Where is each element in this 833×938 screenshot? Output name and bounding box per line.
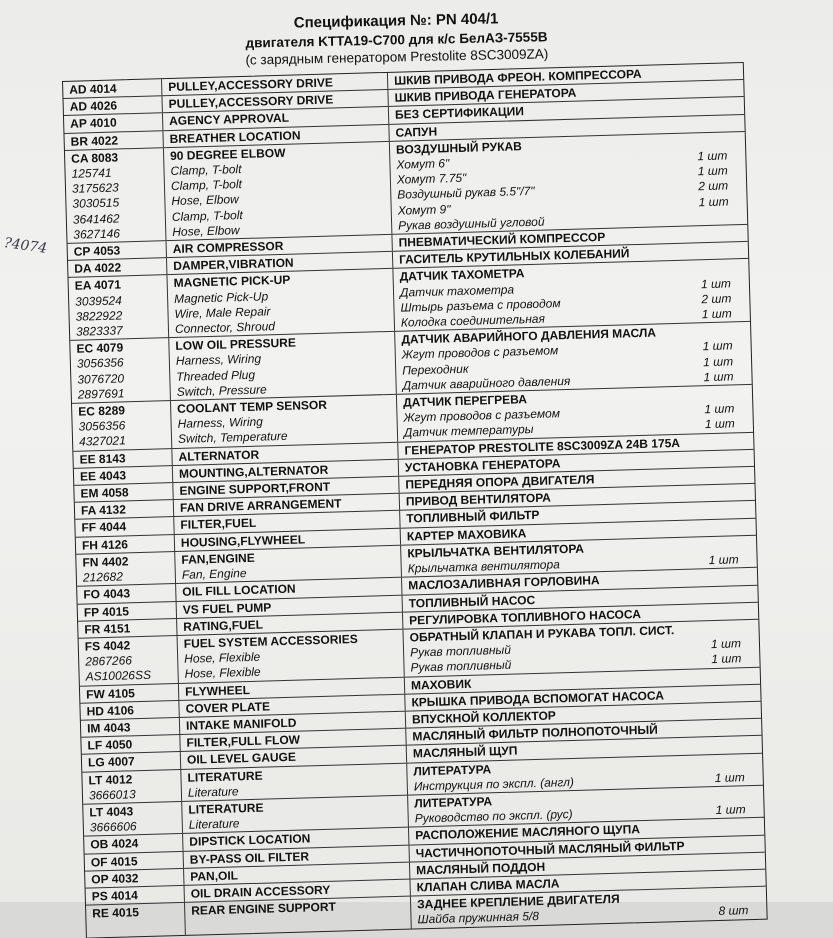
part-description-en: Connector, Shroud: [174, 319, 276, 336]
option-code: OB 4024: [90, 836, 139, 852]
part-description-en: Clamp, T-bolt: [170, 177, 243, 194]
engine-model-title: двигателя KTTA19-C700 для к/с БелАЗ-7555В: [245, 29, 548, 51]
english-name-cell: [168, 332, 396, 400]
option-name-ru: МАСЛЯНЫЙ ЩУП: [412, 743, 518, 761]
part-description-en: Fan, Engine: [181, 566, 247, 582]
option-name-ru: УСТАНОВКА ГЕНЕРАТОРА: [404, 456, 561, 475]
option-name-en: 90 DEGREE ELBOW: [169, 145, 286, 163]
english-name-cell: [170, 395, 397, 448]
option-name-en: FUEL SYSTEM ACCESSORIES: [183, 631, 358, 651]
part-number: 212682: [82, 569, 124, 585]
english-name-cell: [174, 546, 401, 584]
part-description-en: Magnetic Pick-Up: [173, 288, 269, 306]
part-description-ru: Руководство по экспл. (рус): [414, 807, 573, 826]
option-code: CP 4053: [73, 243, 121, 259]
part-quantity: 1 шт: [698, 194, 729, 209]
option-name-ru: КАРТЕР МАХОВИКА: [406, 525, 527, 544]
option-code: AD 4014: [69, 81, 117, 97]
option-name-ru: ЛИТЕРАТУРА: [413, 761, 492, 778]
part-number: 3056356: [76, 355, 124, 372]
option-name-ru: ШКИВ ПРИВОДА ФРЕОН. КОМПРЕССОРА: [393, 66, 642, 88]
option-code: RE 4015: [92, 905, 140, 921]
option-code: AD 4026: [69, 98, 118, 114]
part-number: 4327021: [78, 433, 126, 450]
part-number: 3175623: [71, 180, 119, 196]
part-description-en: Threaded Plug: [176, 367, 256, 384]
option-name-en: BREATHER LOCATION: [169, 127, 301, 146]
part-number: 3056356: [78, 418, 126, 434]
part-number: 2867266: [85, 653, 133, 669]
code-cell: [86, 903, 185, 937]
part-quantity: 2 шт: [698, 178, 729, 194]
option-name-ru: БЕЗ СЕРТИФИКАЦИИ: [394, 104, 525, 123]
russian-name-cell: [389, 132, 747, 234]
option-name-en: OIL LEVEL GAUGE: [186, 750, 297, 768]
part-description-en: Hose, Elbow: [172, 222, 240, 239]
part-quantity: 2 шт: [701, 291, 732, 307]
part-description-ru: Воздушный рукав 5.5"/7": [397, 184, 535, 203]
option-name-en: COVER PLATE: [185, 699, 271, 716]
code-cell: [69, 276, 169, 341]
option-code: FW 4105: [85, 685, 135, 702]
part-description-ru: Датчик тахометра: [399, 282, 515, 300]
part-quantity: 1 шт: [703, 369, 734, 385]
english-name-cell: [181, 796, 408, 834]
part-number: AS10026SS: [85, 668, 152, 684]
part-number: 3030515: [72, 195, 120, 212]
code-cell: [84, 834, 182, 853]
code-cell: [75, 500, 173, 519]
option-name-ru: ГАСИТЕЛЬ КРУТИЛЬНЫХ КОЛЕБАНИЙ: [398, 246, 630, 267]
option-name-ru: КРЫЛЬЧАТКА ВЕНТИЛЯТОРА: [407, 541, 585, 561]
option-name-en: COOLANT TEMP SENSOR: [177, 397, 328, 416]
option-code: FO 4043: [83, 586, 131, 602]
alternator-subtitle: (с зарядным генератором Prestolite 8SC3009ZA): [245, 46, 549, 68]
option-code: EC 8289: [78, 403, 126, 419]
option-name-en: INTAKE MANIFOLD: [185, 715, 297, 733]
part-description-en: Wire, Male Repair: [174, 304, 271, 321]
option-code: HD 4106: [86, 702, 135, 719]
spec-number-title: Спецификация №: PN 404/1: [293, 10, 499, 32]
code-cell: [74, 483, 172, 502]
option-name-ru: ЗАДНЕЕ КРЕПЛЕНИЕ ДВИГАТЕЛЯ: [416, 891, 620, 912]
option-name-ru: ЛИТЕРАТУРА: [414, 794, 493, 811]
option-name-en: LOW OIL PRESSURE: [175, 335, 297, 354]
option-name-en: FLYWHEEL: [184, 682, 251, 699]
option-name-ru: ДАТЧИК АВАРИЙНОГО ДАВЛЕНИЯ МАСЛА: [401, 325, 657, 347]
option-name-en: OIL DRAIN ACCESSORY: [190, 882, 331, 901]
option-name-ru: ДАТЧИК ПЕРЕГРЕВА: [402, 392, 528, 410]
option-name-en: MOUNTING,ALTERNATOR: [178, 462, 329, 481]
option-name-en: RATING,FUEL: [183, 617, 264, 634]
option-name-en: DIPSTICK LOCATION: [189, 831, 311, 850]
part-description-ru: Рукав топливный: [409, 642, 512, 660]
option-name-ru: ТОПЛИВНЫЙ ФИЛЬТР: [406, 508, 540, 527]
part-description-ru: Хомут 7.75": [396, 170, 467, 187]
part-number: 3039524: [74, 293, 123, 309]
part-quantity: 1 шт: [708, 552, 739, 568]
option-code: EC 4079: [76, 340, 124, 356]
option-name-en: PULLEY,ACCESSORY DRIVE: [168, 75, 334, 95]
code-cell: [65, 148, 166, 243]
russian-name-cell: [394, 322, 752, 394]
english-name-cell: [163, 142, 391, 240]
code-cell: [75, 518, 173, 537]
option-code: AP 4010: [70, 115, 117, 132]
part-quantity: 1 шт: [715, 802, 746, 818]
option-name-en: HOUSING,FLYWHEEL: [180, 532, 306, 550]
spec-table: [62, 62, 768, 938]
code-cell: [77, 584, 175, 603]
part-number: 125741: [71, 165, 112, 181]
part-description-ru: Датчик температуры: [403, 422, 534, 441]
part-description-en: Harness, Wiring: [175, 352, 262, 369]
part-description-ru: Жгут проводов с разъемом: [401, 343, 559, 363]
code-cell: [63, 79, 161, 98]
option-code: OF 4015: [90, 853, 138, 870]
part-description-ru: Шайба пружинная 5/8: [417, 909, 540, 927]
code-cell: [81, 718, 179, 737]
option-code: PS 4014: [91, 888, 139, 904]
option-name-ru: КРЫШКА ПРИВОДА ВСПОМОГАТ НАСОСА: [411, 688, 665, 710]
english-name-cell: [177, 630, 404, 683]
option-code: IM 4043: [86, 720, 131, 736]
part-description-en: Switch, Temperature: [177, 429, 288, 447]
part-description-en: Hose, Flexible: [183, 649, 261, 666]
option-code: DA 4022: [74, 260, 122, 276]
code-cell: [64, 131, 162, 150]
part-description-en: Literature: [187, 784, 239, 800]
option-code: OP 4032: [91, 870, 139, 887]
option-name-en: LITERATURE: [187, 768, 263, 785]
part-quantity: 1 шт: [701, 306, 732, 322]
option-name-ru: ПРИВОД ВЕНТИЛЯТОРА: [405, 490, 552, 509]
option-name-en: AGENCY APPROVAL: [168, 111, 290, 129]
option-name-en: REAR ENGINE SUPPORT: [191, 899, 337, 918]
option-name-en: MAGNETIC PICK-UP: [173, 273, 291, 291]
part-quantity: 8 шт: [718, 903, 749, 919]
option-name-en: FAN DRIVE ARRANGEMENT: [179, 496, 342, 516]
option-code: FH 4126: [81, 537, 129, 553]
part-description-en: Switch, Pressure: [176, 382, 267, 399]
part-quantity: 1 шт: [704, 401, 735, 417]
option-code: FN 4402: [82, 554, 129, 570]
code-cell: [82, 769, 181, 803]
code-cell: [85, 869, 183, 888]
english-name-cell: [166, 269, 394, 337]
option-code: FF 4044: [81, 519, 127, 536]
part-number: 3666013: [88, 786, 136, 803]
option-name-ru: ШКИВ ПРИВОДА ГЕНЕРАТОРА: [394, 85, 577, 105]
option-code: FR 4151: [84, 621, 131, 637]
option-name-ru: САПУН: [395, 124, 438, 140]
part-quantity: 1 шт: [704, 416, 736, 432]
option-name-en: DAMPER,VIBRATION: [173, 255, 294, 274]
code-cell: [68, 258, 166, 277]
code-cell: [74, 466, 172, 485]
option-name-en: FILTER,FUEL: [180, 516, 257, 533]
code-cell: [72, 401, 171, 450]
option-name-en: LITERATURE: [188, 800, 264, 817]
code-cell: [79, 636, 178, 685]
option-name-ru: ПЕРЕДНЯЯ ОПОРА ДВИГАТЕЛЯ: [405, 472, 595, 492]
code-cell: [78, 602, 176, 621]
option-code: EM 4058: [80, 485, 129, 501]
option-code: EE 4043: [79, 468, 127, 484]
option-name-ru: МАСЛЯНЫЙ ФИЛЬТР ПОЛНОПОТОЧНЫЙ: [412, 722, 658, 744]
option-code: LT 4012: [88, 771, 133, 788]
part-quantity: 1 шт: [714, 769, 745, 785]
part-description-ru: Крыльчатка вентилятора: [407, 557, 561, 576]
option-name-en: FAN,ENGINE: [181, 550, 255, 567]
option-code: EE 8143: [79, 451, 126, 467]
option-name-en: VS FUEL PUMP: [182, 599, 272, 617]
option-name-ru: ПНЕВМАТИЧЕСКИЙ КОМПРЕССОР: [398, 229, 606, 250]
part-number: 3076720: [77, 371, 125, 387]
code-cell: [76, 552, 175, 586]
option-code: FA 4132: [80, 502, 127, 518]
option-code: EA 4071: [74, 277, 122, 294]
handwritten-margin-note: ?4074: [3, 235, 49, 257]
option-name-en: PAN,OIL: [190, 868, 239, 884]
part-description-ru: Хомут 6": [396, 156, 450, 172]
russian-name-cell: [396, 385, 753, 442]
option-name-en: ENGINE SUPPORT,FRONT: [179, 479, 331, 498]
russian-name-cell: [402, 620, 759, 677]
option-name-en: FILTER,FULL FLOW: [186, 732, 301, 750]
code-cell: [82, 752, 180, 771]
option-code: LT 4043: [89, 804, 134, 820]
part-number: 2897691: [77, 386, 125, 402]
option-name-ru: ВОЗДУШНЫЙ РУКАВ: [395, 139, 522, 157]
part-description-en: Harness, Wiring: [177, 414, 264, 432]
option-name-ru: МАХОВИК: [410, 676, 472, 693]
part-quantity: 1 шт: [710, 636, 742, 652]
table-row: [65, 131, 747, 243]
code-cell: [64, 96, 162, 115]
option-name-ru: РЕГУЛИРОВКА ТОПЛИВНОГО НАСОСА: [408, 606, 642, 628]
part-description-en: Clamp, T-bolt: [171, 207, 243, 224]
code-cell: [80, 701, 178, 720]
russian-name-cell: [392, 259, 750, 331]
part-number: 3641462: [72, 211, 120, 227]
option-name-en: OIL FILL LOCATION: [182, 581, 296, 600]
option-name-ru: ОБРАТНЫЙ КЛАПАН И РУКАВА ТОПЛ. СИСТ.: [409, 623, 675, 645]
option-name-en: BY-PASS OIL FILTER: [189, 848, 310, 867]
code-cell: [68, 241, 166, 260]
code-cell: [85, 851, 183, 870]
option-code: LG 4007: [87, 754, 135, 770]
english-name-cell: [184, 897, 411, 935]
part-description-ru: Колодка соединительная: [400, 311, 546, 330]
option-name-ru: МАСЛОЗАЛИВНАЯ ГОРЛОВИНА: [408, 573, 600, 593]
code-cell: [73, 449, 171, 468]
option-name-ru: ЧАСТИЧНОПОТОЧНЫЙ МАСЛЯНЫЙ ФИЛЬТР: [415, 838, 685, 860]
option-name-ru: ГЕНЕРАТОР PRESTOLITE 8SC3009ZA 24В 175А: [404, 435, 681, 458]
code-cell: [83, 802, 182, 836]
option-name-en: AIR COMPRESSOR: [172, 238, 284, 257]
part-quantity: 1 шт: [697, 148, 728, 164]
option-name-ru: РАСПОЛОЖЕНИЕ МАСЛЯНОГО ЩУПА: [415, 822, 641, 843]
part-description-ru: Датчик аварийного давления: [402, 373, 571, 393]
part-number: 3666606: [89, 819, 137, 835]
option-code: CA 8083: [70, 150, 119, 166]
code-cell: [78, 619, 176, 638]
option-name-ru: ВПУСКНОЙ КОЛЛЕКТОР: [411, 708, 557, 727]
part-description-ru: Рукав воздушный угловой: [397, 214, 545, 233]
part-number: 3627146: [73, 226, 121, 242]
code-cell: [70, 338, 170, 403]
part-number: 3823337: [75, 323, 123, 339]
part-number: 3822922: [75, 308, 123, 324]
option-code: FS 4042: [84, 638, 131, 654]
part-description-en: Hose, Elbow: [171, 192, 239, 209]
part-description-ru: Инструкция по экспл. (англ): [413, 774, 575, 794]
part-description-ru: Переходник: [402, 361, 469, 378]
part-quantity: 1 шт: [711, 651, 742, 667]
option-code: LF 4050: [87, 737, 133, 753]
option-code: BR 4022: [70, 133, 119, 149]
option-code: FP 4015: [83, 603, 130, 620]
part-description-ru: Хомут 9": [397, 201, 451, 218]
part-quantity: [729, 209, 743, 225]
option-name-ru: КЛАПАН СЛИВА МАСЛА: [416, 876, 560, 895]
option-name-ru: ТОПЛИВНЫЙ НАСОС: [408, 592, 536, 611]
part-description-ru: Штырь разъема с проводом: [400, 296, 561, 315]
part-description-en: Clamp, T-bolt: [170, 162, 242, 179]
option-name-ru: МАСЛЯНЫЙ ПОДДОН: [415, 859, 546, 878]
part-quantity: 1 шт: [700, 276, 732, 291]
part-description-en: Hose, Flexible: [184, 665, 261, 682]
part-description-en: Literature: [188, 816, 240, 832]
code-cell: [76, 535, 174, 554]
part-quantity: 1 шт: [702, 338, 733, 354]
part-description-ru: Рукав топливный: [410, 657, 512, 675]
part-description-ru: Жгут проводов с разъемом: [403, 406, 561, 425]
option-name-en: ALTERNATOR: [178, 447, 260, 464]
code-cell: [64, 114, 162, 133]
english-name-cell: [180, 763, 407, 801]
option-name-en: PULLEY,ACCESSORY DRIVE: [168, 92, 334, 112]
code-cell: [80, 684, 178, 703]
part-quantity: 1 шт: [702, 354, 734, 369]
code-cell: [81, 735, 179, 754]
option-name-ru: ДАТЧИК ТАХОМЕТРА: [399, 266, 525, 285]
part-quantity: 1 шт: [697, 163, 728, 179]
